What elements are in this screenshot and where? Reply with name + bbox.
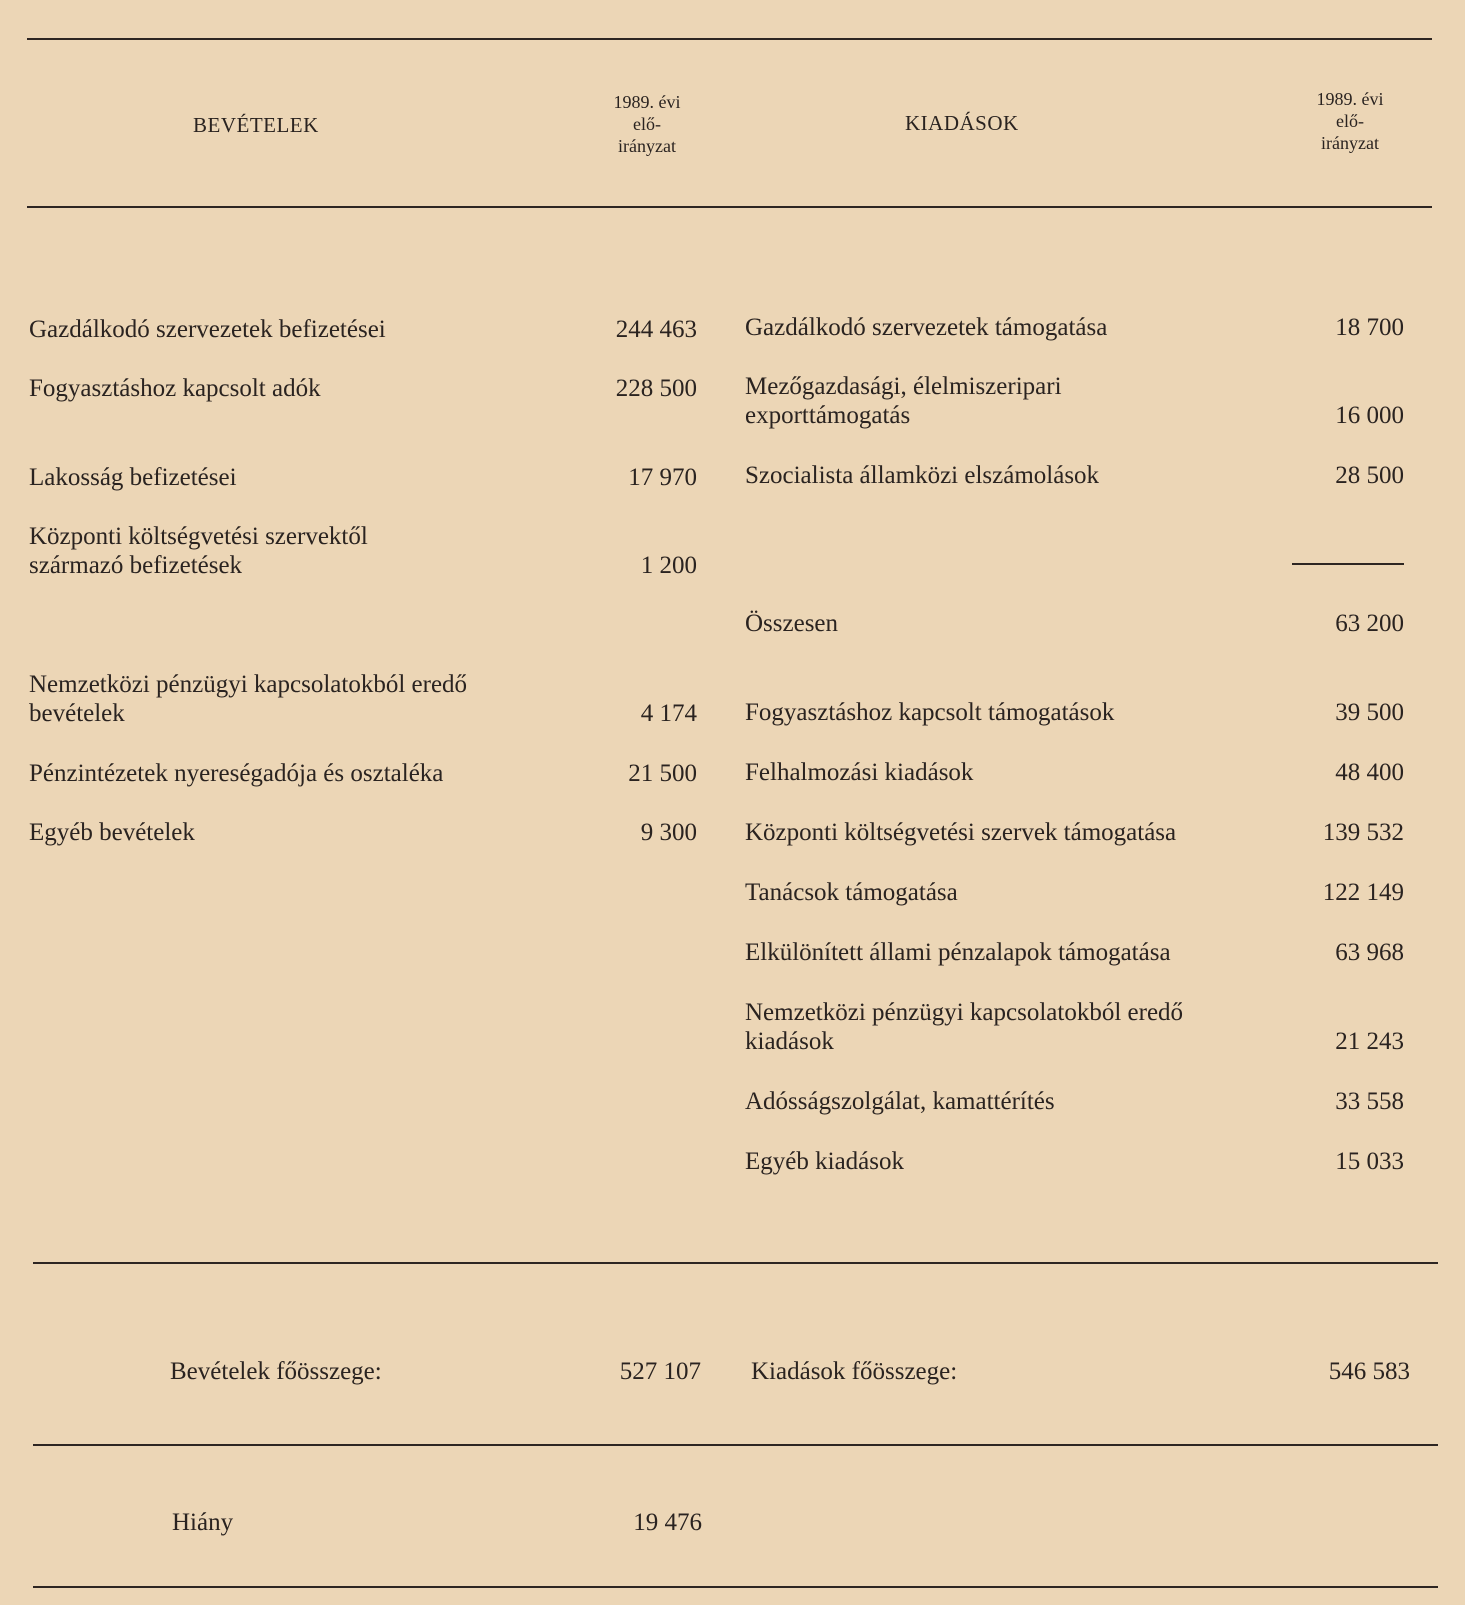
income-row-label: Egyéb bevételek — [29, 819, 195, 846]
income-total-label: Bevételek főösszege: — [170, 1358, 382, 1385]
expense-row-label: Felhalmozási kiadások — [745, 759, 974, 786]
expense-row-value: 39 500 — [1335, 699, 1404, 726]
expense-row-value: 63 968 — [1335, 939, 1404, 966]
income-row-label-cont: bevételek — [29, 700, 125, 727]
expense-row-label: Szocialista államközi elszámolások — [745, 462, 1100, 489]
expense-total-value: 546 583 — [1328, 1358, 1410, 1385]
expense-row-label: Fogyasztáshoz kapcsolt támogatások — [745, 699, 1115, 726]
expense-row-label: Egyéb kiadások — [745, 1148, 904, 1175]
expense-header: KIADÁSOK — [905, 111, 1019, 135]
income-row-label: Nemzetközi pénzügyi kapcsolatokból eredő — [29, 671, 468, 698]
income-row-value: 9 300 — [640, 819, 697, 846]
expense-subtotal-label: Összesen — [745, 610, 839, 637]
totals-top-rule — [33, 1262, 1438, 1264]
expense-row-value: 21 243 — [1335, 1028, 1404, 1055]
income-row-value: 244 463 — [615, 316, 697, 343]
expense-row-value: 139 532 — [1322, 819, 1404, 846]
expense-row-value: 33 558 — [1335, 1088, 1404, 1115]
expense-total-label: Kiadások főösszege: — [751, 1358, 958, 1385]
expense-row-value: 122 149 — [1322, 879, 1404, 906]
expense-row-label: Elkülönített állami pénzalapok támogatása — [745, 939, 1171, 966]
subtotal-rule — [1292, 563, 1404, 565]
top-rule — [27, 38, 1432, 40]
income-row-label: Központi költségvetési szervektől — [29, 523, 368, 550]
expense-subtotal-value: 63 200 — [1335, 610, 1404, 637]
expense-row-label: Központi költségvetési szervek támogatása — [745, 819, 1177, 846]
expense-row-value: 15 033 — [1335, 1148, 1404, 1175]
income-row-value: 21 500 — [628, 760, 697, 787]
header-rule — [27, 206, 1432, 208]
income-row-label: Lakosság befizetései — [29, 464, 237, 491]
expense-row-value: 16 000 — [1335, 402, 1404, 429]
expense-row-value: 18 700 — [1335, 314, 1404, 341]
income-year-header: 1989. évi elő- irányzat — [613, 92, 681, 156]
income-row-value: 1 200 — [640, 552, 697, 579]
expense-year-header: 1989. évi elő- irányzat — [1316, 89, 1384, 153]
income-row-label: Fogyasztáshoz kapcsolt adók — [29, 375, 321, 402]
expense-row-label-cont: exporttámogatás — [745, 402, 911, 429]
expense-row-value: 48 400 — [1335, 759, 1404, 786]
totals-bottom-rule — [33, 1444, 1438, 1446]
income-row-value: 228 500 — [615, 375, 697, 402]
income-total-value: 527 107 — [619, 1358, 701, 1385]
deficit-value: 19 476 — [633, 1509, 702, 1536]
bottom-rule — [33, 1586, 1438, 1588]
income-row-value: 17 970 — [628, 464, 697, 491]
income-row-label: Pénzintézetek nyereségadója és osztaléka — [29, 760, 444, 787]
income-header: BEVÉTELEK — [193, 113, 319, 137]
income-row-value: 4 174 — [640, 700, 697, 727]
expense-row-label: Nemzetközi pénzügyi kapcsolatokból eredő — [745, 999, 1184, 1026]
expense-row-label: Gazdálkodó szervezetek támogatása — [745, 314, 1108, 341]
expense-row-label-cont: kiadások — [745, 1028, 834, 1055]
income-row-label-cont: származó befizetések — [29, 552, 243, 579]
income-row-label: Gazdálkodó szervezetek befizetései — [29, 316, 386, 343]
expense-row-label: Adósságszolgálat, kamattérítés — [745, 1088, 1055, 1115]
expense-row-value: 28 500 — [1335, 462, 1404, 489]
expense-row-label: Tanácsok támogatása — [745, 879, 958, 906]
deficit-label: Hiány — [172, 1509, 234, 1536]
expense-row-label: Mezőgazdasági, élelmiszeripari — [745, 373, 1062, 400]
